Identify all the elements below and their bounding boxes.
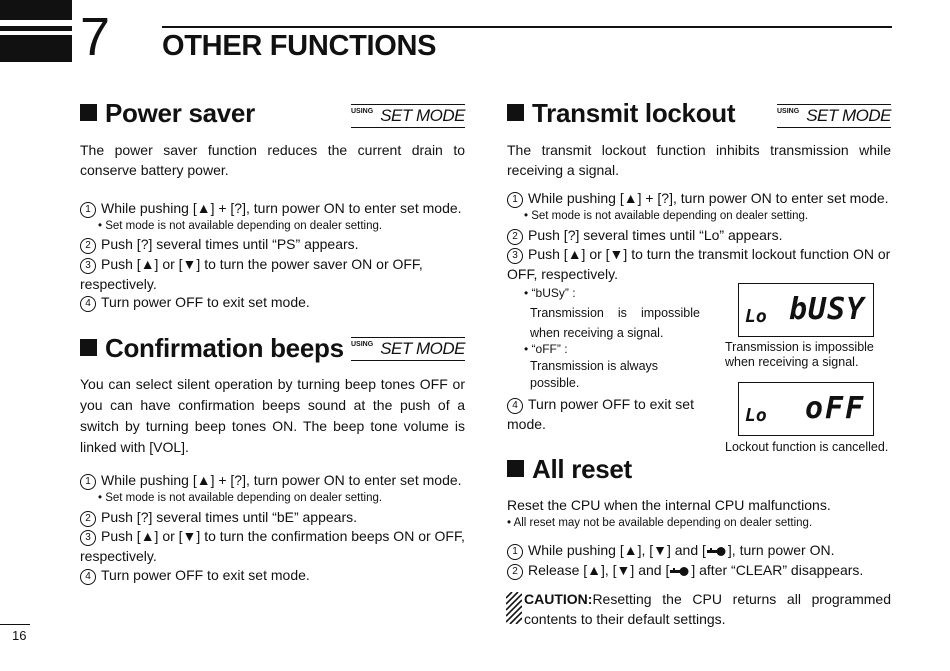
all-reset-step-2: 2 Release [▲], [▼] and [ ] after “CLEAR” disappears. [507,560,897,580]
caution-label: CAUTION: [524,591,593,607]
lcd-busy-caption: Transmission is impossible when receiving a signal. [725,340,874,369]
page-number-rule [0,624,30,625]
chapter-tab-marker [0,0,72,62]
confirmation-beeps-step-4: 4 Turn power OFF to exit set mode. [80,565,470,585]
caution-text: CAUTION:Resetting the CPU returns all programmed contents to their default settings. [524,591,891,627]
confirmation-beeps-step-note: • Set mode is not available depending on dealer setting. [98,492,383,504]
set-mode-badge: USING SET MODE [351,337,465,361]
power-saver-intro: The power saver function reduces the current drain to conserve battery power. [80,142,465,178]
transmit-lockout-heading: Transmit lockout [507,98,735,129]
section-square-icon [80,104,97,121]
transmit-lockout-intro: The transmit lockout function inhibits transmission while receiving a signal. [507,142,891,178]
confirmation-beeps-intro: You can select silent operation by turning beep tones OFF or you can have confirmation beeps sound at the push of a switch by turning beep tones ON. The beep tone volume is linked with [VOL]. [80,376,465,455]
power-saver-step-4: 4 Turn power OFF to exit set mode. [80,292,470,312]
lcd-off-caption: Lockout function is cancelled. [725,440,889,454]
chapter-title: OTHER FUNCTIONS [162,30,437,62]
set-mode-badge: USING SET MODE [777,104,891,128]
transmit-lockout-step-2: 2 Push [?] several times until “Lo” appears. [507,225,897,245]
key-icon [706,541,728,551]
transmit-lockout-step-note: • Set mode is not available depending on dealer setting. [524,210,809,222]
page-number: 16 [12,628,27,643]
power-saver-step-note: • Set mode is not available depending on dealer setting. [98,220,383,232]
transmit-lockout-step-4: 4 Turn power OFF to exit set mode. [507,396,694,432]
option-busy-label: • “bUSy” : [524,286,576,300]
section-square-icon [507,104,524,121]
lcd-display-off: Lo oFF [738,382,874,436]
option-off-label: • “oFF” : [524,342,568,356]
section-square-icon [80,339,97,356]
confirmation-beeps-heading: Confirmation beeps [80,333,344,364]
all-reset-note: • All reset may not be available depending on dealer setting. [507,517,813,529]
power-saver-heading: Power saver [80,98,255,129]
confirmation-beeps-step-2: 2 Push [?] several times until “bE” appears. [80,507,470,527]
power-saver-step-1: 1 While pushing [▲] + [?], turn power ON to enter set mode. [80,198,470,218]
chapter-number: 7 [80,7,111,67]
all-reset-heading: All reset [507,454,632,485]
chapter-rule [162,26,892,28]
confirmation-beeps-step-1: 1 While pushing [▲] + [?], turn power ON to enter set mode. [80,470,470,490]
caution-hatch-icon [506,592,522,624]
all-reset-intro: Reset the CPU when the internal CPU malfunctions. [507,497,831,513]
key-icon [669,561,691,571]
transmit-lockout-step-1: 1 While pushing [▲] + [?], turn power ON to enter set mode. [507,188,897,208]
option-off-description: Transmission is always possible. [530,359,659,390]
confirmation-beeps-step-3: 3 Push [▲] or [▼] to turn the confirmation beeps ON or OFF, respectively. [80,528,465,564]
all-reset-step-1: 1 While pushing [▲], [▼] and [ ], turn power ON. [507,540,897,560]
option-busy-description: Transmission is impossible when receiving a signal. [530,306,700,340]
lcd-display-busy: Lo bUSY [738,283,874,337]
power-saver-step-2: 2 Push [?] several times until “PS” appears. [80,234,470,254]
power-saver-step-3: 3 Push [▲] or [▼] to turn the power saver ON or OFF, respectively. [80,256,423,292]
section-square-icon [507,460,524,477]
set-mode-badge: USING SET MODE [351,104,465,128]
transmit-lockout-step-3: 3 Push [▲] or [▼] to turn the transmit lockout function ON or OFF, respectively. [507,246,891,282]
